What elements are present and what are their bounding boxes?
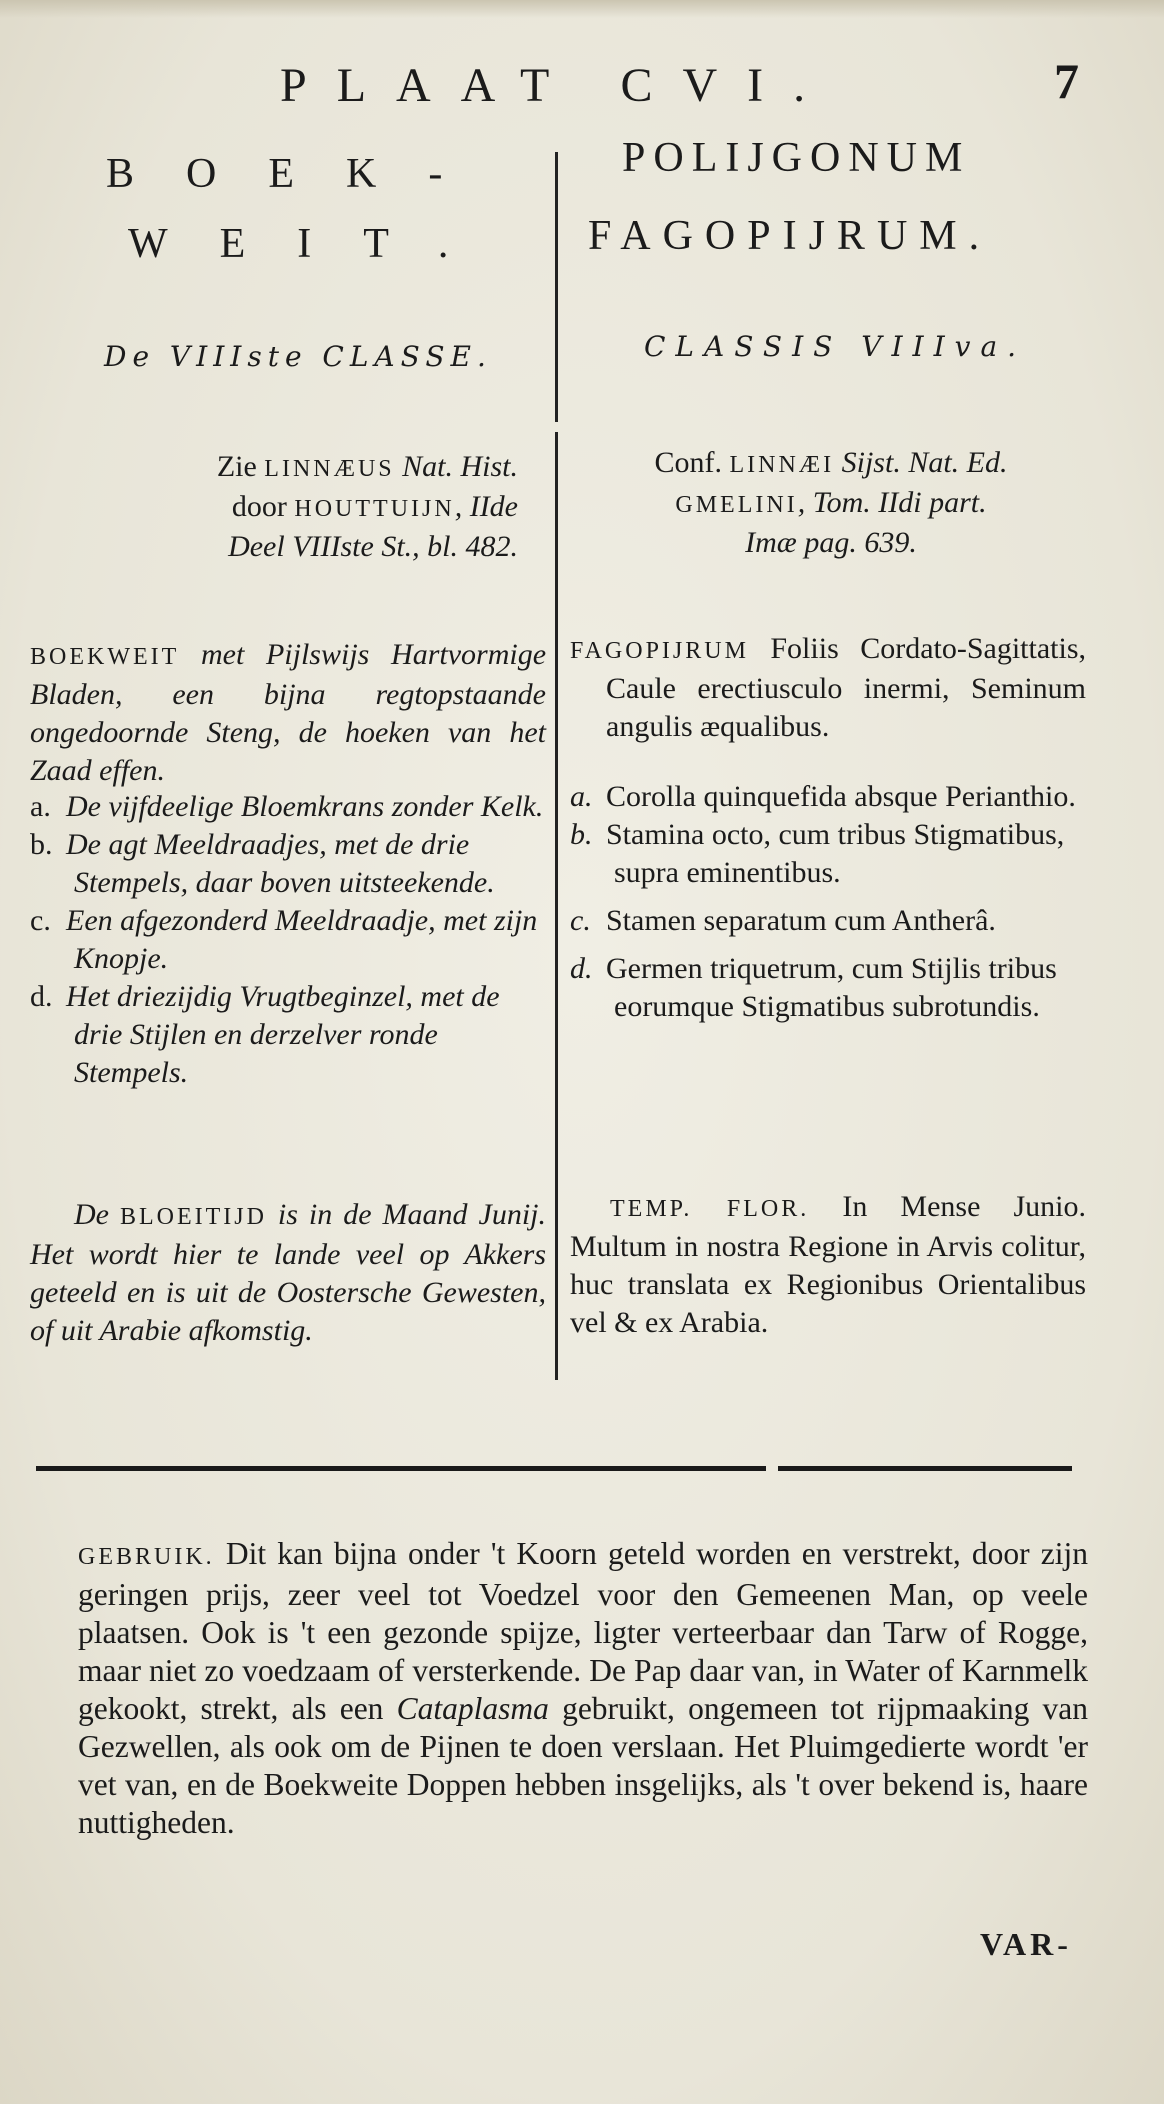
right-item-a: a. Corolla quinquefida absque Perianthio. bbox=[570, 780, 1076, 813]
right-ref-editor: GMELINI bbox=[675, 492, 798, 518]
left-item-c: c. Een afgezonderd Meeldraadje, met zijn Knopje. bbox=[30, 904, 538, 975]
right-class-label: CLASSIS VIIIva. bbox=[644, 330, 1027, 363]
left-ref-author: LINNÆUS bbox=[264, 456, 395, 482]
right-item-d: d. Germen triquetrum, cum Stijlis tribus eorumque Stigmatibus subrotundis. bbox=[570, 952, 1057, 1023]
left-bloom-label: BLOEITIJD bbox=[119, 1204, 267, 1230]
right-description bbox=[570, 630, 1086, 746]
right-items bbox=[570, 778, 1086, 1026]
left-reference bbox=[78, 448, 518, 566]
page-number: 7 bbox=[1054, 53, 1079, 109]
column-divider-lower bbox=[555, 432, 558, 1380]
usage-italic-term: Cataplasma bbox=[396, 1691, 549, 1726]
left-title-line2: WEIT. bbox=[128, 221, 501, 267]
left-ref-prefix: Zie bbox=[216, 450, 265, 483]
right-description-lead: FAGOPIJRUM bbox=[570, 638, 749, 664]
left-items bbox=[30, 788, 546, 1092]
right-title-line1: POLIJGONUM bbox=[622, 135, 971, 181]
page-edge-shadow bbox=[0, 0, 1164, 18]
left-ref-work: Nat. Hist. bbox=[394, 450, 518, 483]
right-reference: Conf. LINNÆI Sijst. Nat. Ed. GMELINI, Tom. IIdi part. Imæ pag. 639. bbox=[654, 446, 1008, 559]
left-item-b: b. De agt Meeldraadjes, met de drie Stempels, daar boven uitsteekende. bbox=[30, 828, 495, 899]
left-ref-translator: HOUTTUIJN bbox=[294, 496, 455, 522]
column-divider-upper bbox=[555, 152, 558, 422]
left-ref-volume: , IIde bbox=[454, 490, 518, 523]
left-ref-part: Deel VIIIste St., bl. 482. bbox=[228, 530, 518, 563]
left-class-label: De VIIIste CLASSE. bbox=[104, 340, 492, 373]
right-bloom-label: TEMP. FLOR. bbox=[610, 1196, 810, 1222]
horizontal-rule-left bbox=[36, 1466, 766, 1471]
catchword: VAR- bbox=[980, 1926, 1072, 1962]
usage-label: GEBRUIK. bbox=[78, 1544, 215, 1570]
left-description-lead: BOEKWEIT bbox=[30, 644, 180, 670]
horizontal-rule-right bbox=[778, 1466, 1072, 1471]
left-ref-by: door bbox=[231, 490, 295, 523]
left-bloom-paragraph: De BLOEITIJD is in de Maand Junij. Het wordt hier te lande veel op Akkers geteeld en is uit de Oostersche Gewesten, of uit Arabie afkomstig. bbox=[30, 1198, 546, 1347]
right-item-b: b. Stamina octo, cum tribus Stigmatibus, supra eminentibus. bbox=[570, 818, 1065, 889]
left-description-text: met Pijlswijs Hartvormige Bladen, een bijna regtopstaande ongedoornde Steng, de hoeken van het Zaad effen. bbox=[30, 638, 547, 787]
left-item-d: d. Het driezijdig Vrugtbeginzel, met de drie Stijlen en derzelver ronde Stempels. bbox=[30, 980, 500, 1089]
right-item-c: c. Stamen separatum cum Antherâ. bbox=[570, 904, 996, 937]
right-ref-author: LINNÆI bbox=[729, 452, 835, 478]
plate-title: PLAAT CVI. bbox=[280, 59, 836, 112]
left-description bbox=[30, 636, 546, 790]
left-item-a: a. De vijfdeelige Bloemkrans zonder Kelk. bbox=[30, 790, 544, 823]
right-description-text: Foliis Cordato-Sagittatis, Caule erectiusculo inermi, Seminum angulis æqualibus. bbox=[606, 632, 1086, 743]
left-title-line1: BOEK- bbox=[106, 151, 495, 197]
right-bloom-paragraph: TEMP. FLOR. In Mense Junio. Multum in nostra Regione in Arvis colitur, huc translata ex Regionibus Orientalibus vel & ex Arabia. bbox=[570, 1190, 1086, 1339]
right-title-line2: FAGOPIJRUM. bbox=[588, 213, 992, 259]
usage-paragraph: GEBRUIK. Dit kan bijna onder 't Koorn geteld worden en verstrekt, door zijn geringen prijs, zeer veel tot Voedzel voor den Gemeenen Man, op veele plaatsen. Ook is 't een gezonde spijze, ligter verteerbaar dan Tarw of Rogge, maar niet zo voedzaam of versterkende. De Pap daar van, in Water of Karnmelk gekookt, strekt, als een Cataplasma gebruikt, ongemeen tot rijpmaaking van Gezwellen, als ook om de Pijnen te doen verslaan. Het Pluimgedierte wordt 'er vet van, en de Boekweite Doppen hebben insgelijks, als 't over bekend is, haare nuttigheden. bbox=[78, 1536, 1088, 1840]
